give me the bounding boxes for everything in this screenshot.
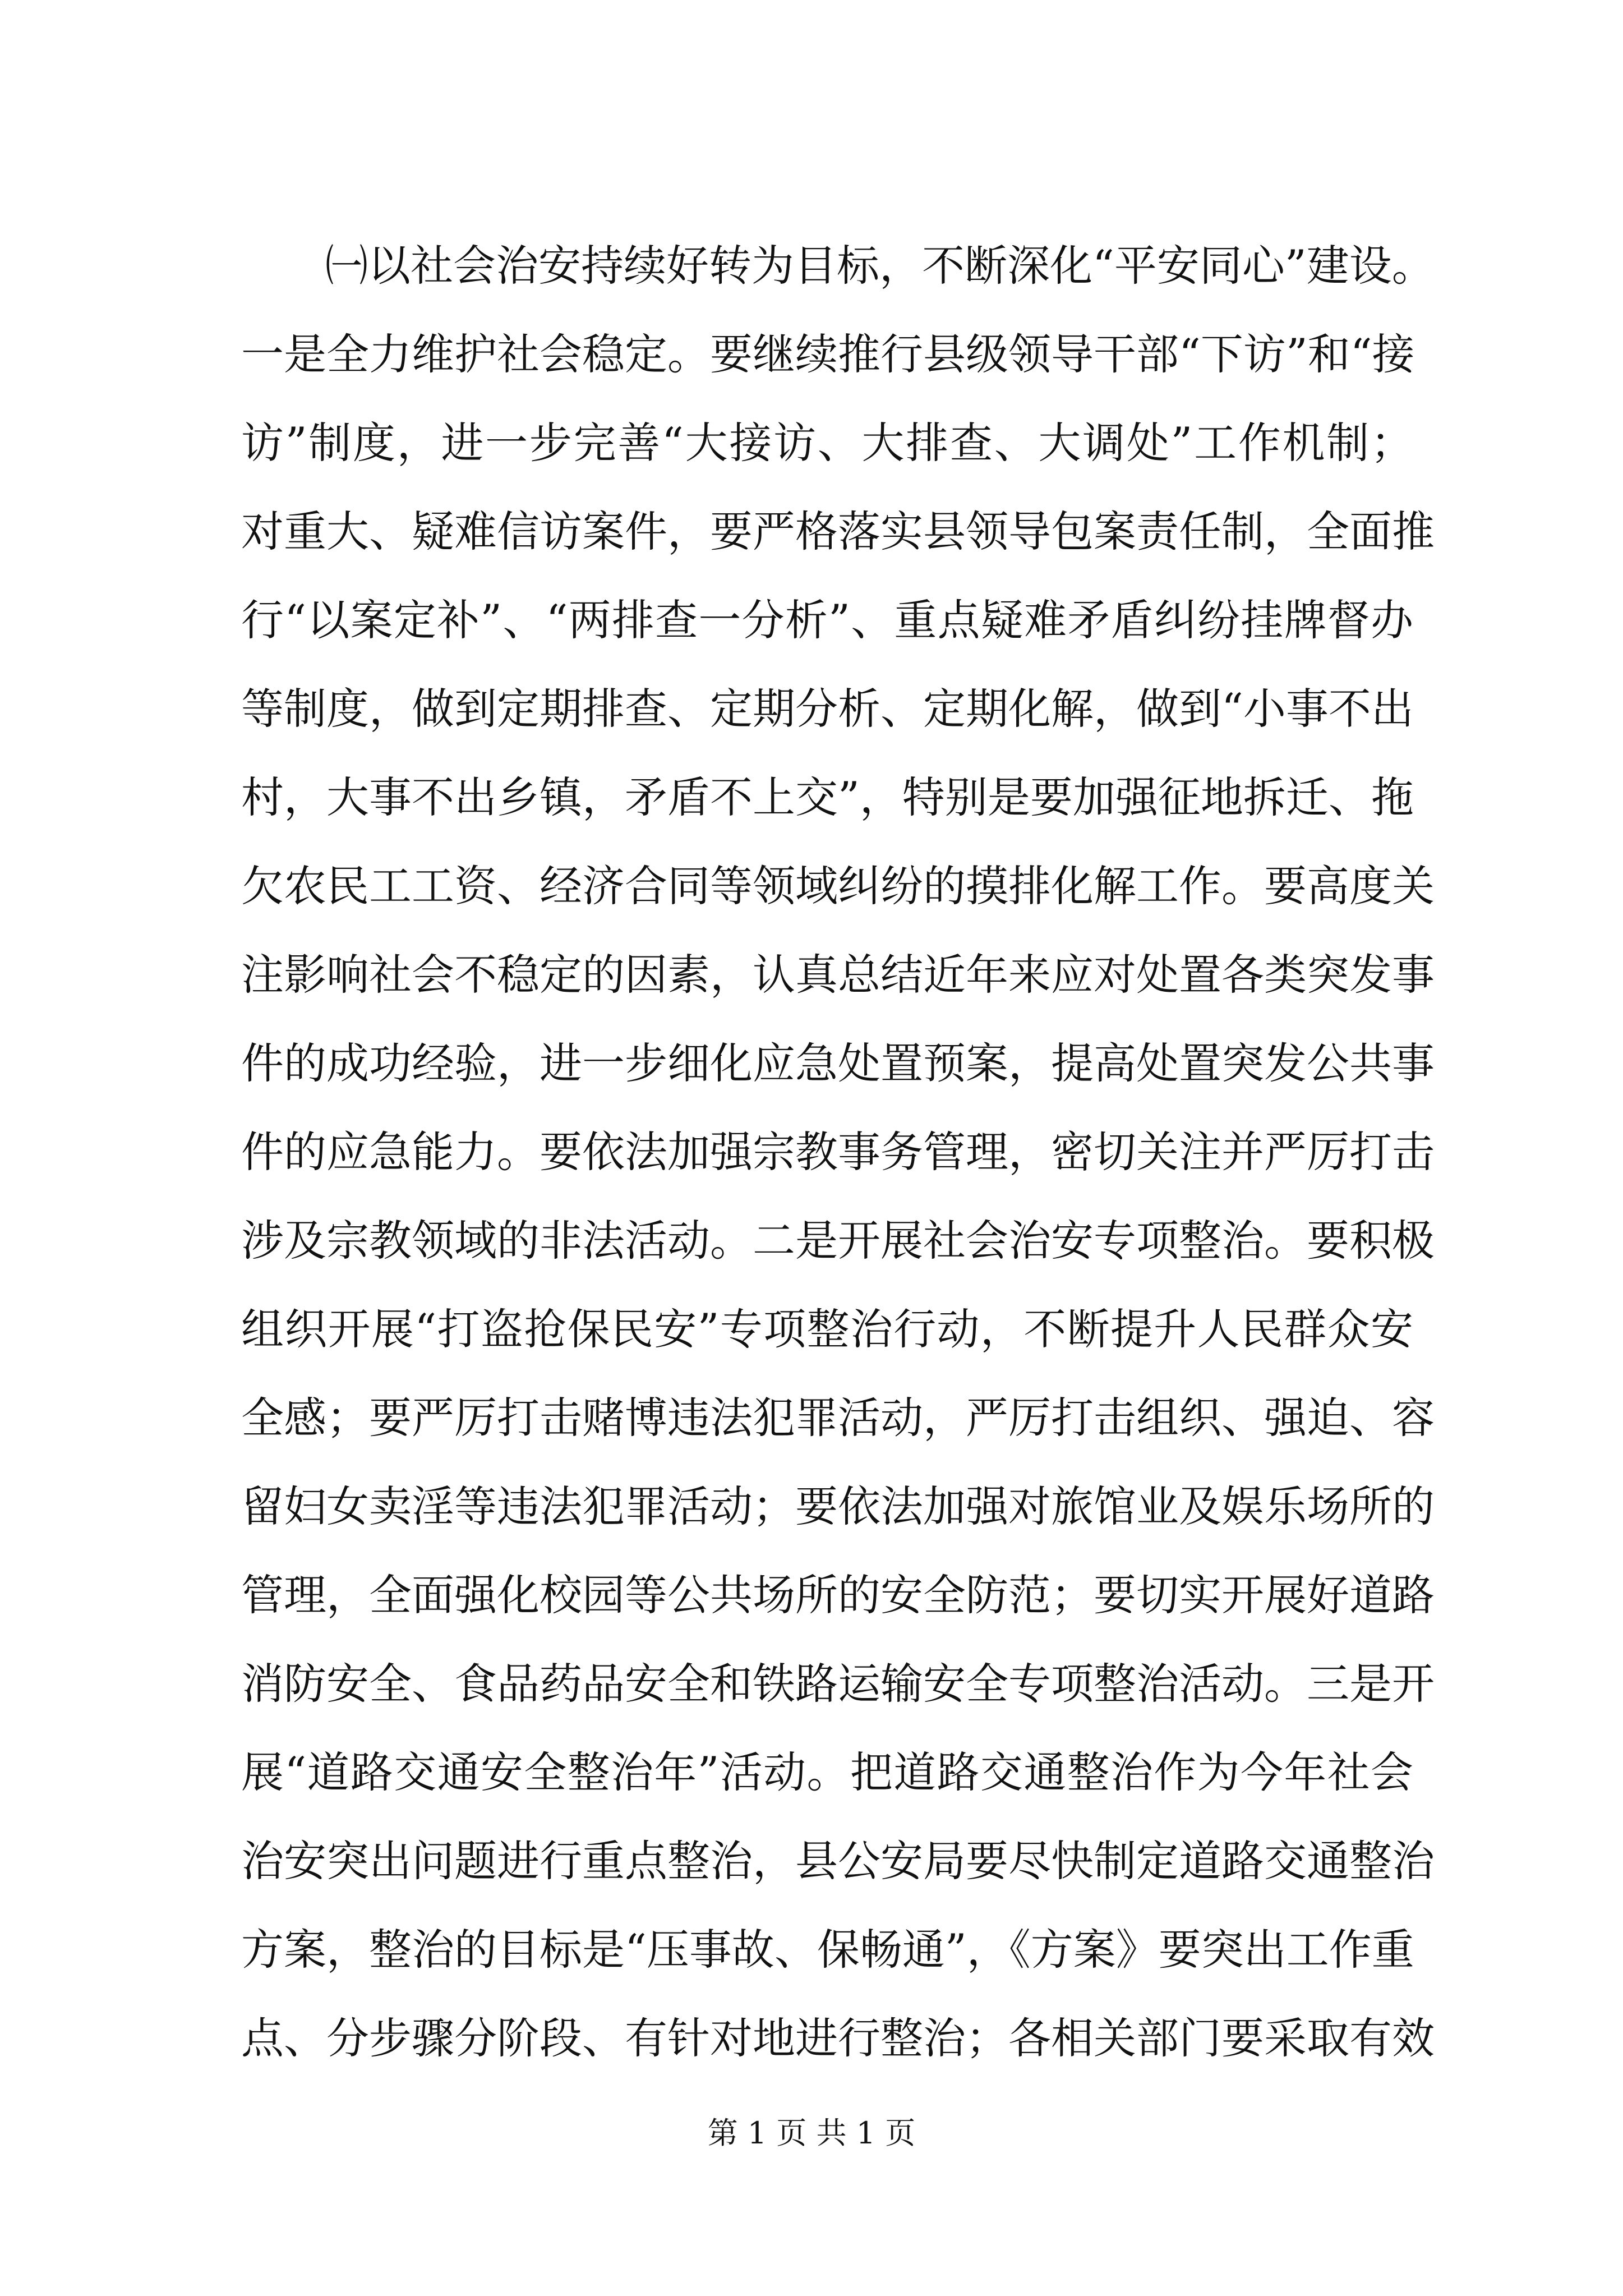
paragraph-line: 村，大事不出乡镇，矛盾不上交”，特别是要加强征地拆迁、拖 <box>241 772 1414 822</box>
paragraph-line: 方案，整治的目标是“压事故、保畅通”，《方案》要突出工作重 <box>241 1925 1414 1975</box>
paragraph-line: 对重大、疑难信访案件，要严格落实县领导包案责任制，全面推 <box>241 507 1435 556</box>
paragraph-line: 访”制度，进一步完善“大接访、大排查、大调处”工作机制； <box>241 418 1413 468</box>
paragraph-line: 等制度，做到定期排查、定期分析、定期化解，做到“小事不出 <box>241 684 1414 734</box>
page-number-footer: 第 1 页 共 1 页 <box>707 2115 916 2151</box>
paragraph-line: 涉及宗教领域的非法活动。二是开展社会治安专项整治。要积极 <box>241 1216 1435 1266</box>
paragraph-line: 件的成功经验，进一步细化应急处置预案，提高处置突发公共事 <box>241 1038 1435 1088</box>
paragraph-line: 展“道路交通安全整治年”活动。把道路交通整治作为今年社会 <box>241 1747 1413 1797</box>
paragraph-line: 消防安全、食品药品安全和铁路运输安全专项整治活动。三是开 <box>241 1659 1435 1709</box>
paragraph-line: 注影响社会不稳定的因素，认真总结近年来应对处置各类突发事 <box>241 950 1435 1000</box>
paragraph-line: 管理，全面强化校园等公共场所的安全防范；要切实开展好道路 <box>241 1570 1435 1620</box>
paragraph-line: 点、分步骤分阶段、有针对地进行整治；各相关部门要采取有效 <box>241 2013 1435 2063</box>
body-paragraph <box>241 222 1435 2083</box>
paragraph-line: 留妇女卖淫等违法犯罪活动；要依法加强对旅馆业及娱乐场所的 <box>241 1481 1435 1531</box>
paragraph-line: 一是全力维护社会稳定。要继续推行县级领导干部“下访”和“接 <box>241 329 1415 379</box>
paragraph-line: 全感；要严厉打击赌博违法犯罪活动，严厉打击组织、强迫、容 <box>241 1393 1435 1443</box>
paragraph-line: 组织开展“打盗抢保民安”专项整治行动，不断提升人民群众安 <box>241 1304 1413 1354</box>
paragraph-line: 件的应急能力。要依法加强宗教事务管理，密切关注并严厉打击 <box>241 1127 1435 1177</box>
paragraph-line: ㈠以社会治安持续好转为目标，不断深化“平安同心”建设。 <box>325 241 1435 291</box>
paragraph-line: 行“以案定补”、“两排查一分析”、重点疑难矛盾纠纷挂牌督办 <box>241 595 1413 645</box>
paragraph-line: 治安突出问题进行重点整治，县公安局要尽快制定道路交通整治 <box>241 1836 1435 1886</box>
paragraph-line: 欠农民工工资、经济合同等领域纠纷的摸排化解工作。要高度关 <box>241 861 1435 911</box>
